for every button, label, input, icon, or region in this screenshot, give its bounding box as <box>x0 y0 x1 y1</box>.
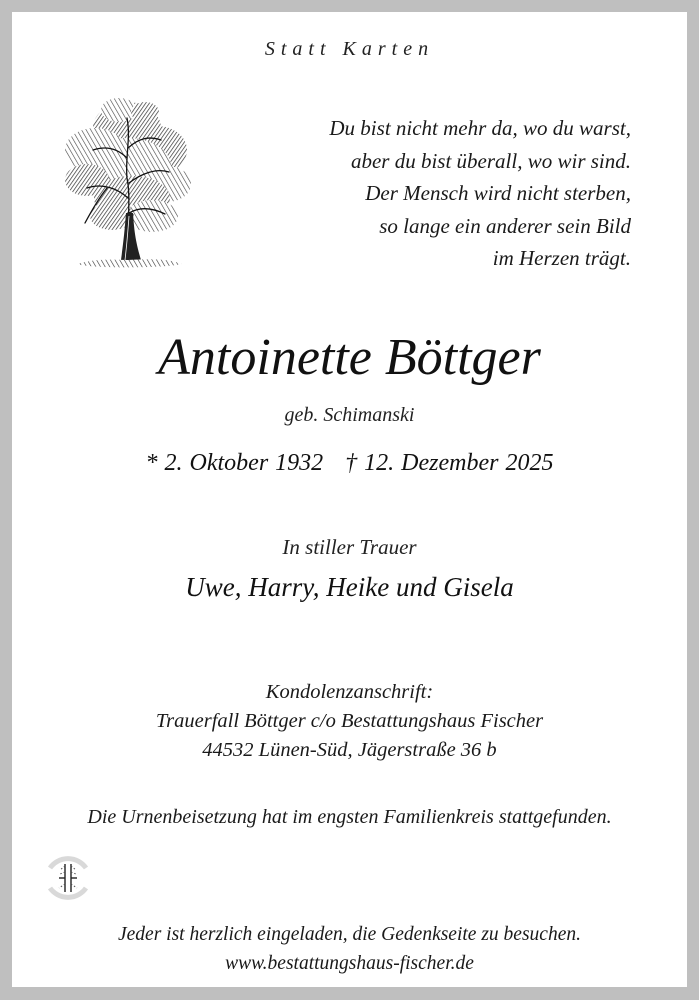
poem-line: Du bist nicht mehr da, wo du warst, <box>329 116 631 140</box>
deceased-name: Antoinette Böttger <box>158 329 541 386</box>
poem-line: aber du bist überall, wo wir sind. <box>350 148 631 173</box>
funeral-home-logo-icon <box>40 850 96 906</box>
obituary-card <box>12 12 687 987</box>
invitation-text: Jeder ist herzlich eingeladen, die Gedenkseite zu besuchen. <box>118 924 581 945</box>
condolence-label: Kondolenzanschrift: <box>265 681 434 703</box>
invitation <box>12 920 687 978</box>
birth-date: * 2. Oktober 1932 <box>145 450 324 476</box>
life-dates <box>12 450 687 477</box>
poem-line: so lange ein anderer sein Bild <box>379 213 631 238</box>
mourners-names: Uwe, Harry, Heike und Gisela <box>185 572 514 602</box>
tree-icon <box>57 88 197 278</box>
address-line-1: Trauerfall Böttger c/o Bestattungshaus Fischer <box>155 710 544 732</box>
address-line-2: 44532 Lünen-Süd, Jägerstraße 36 b <box>202 739 497 761</box>
death-date: † 12. Dezember 2025 <box>345 450 554 476</box>
burial-note: Die Urnenbeisetzung hat im engsten Familienkreis stattgefunden. <box>87 806 612 828</box>
memorial-website-link[interactable]: www.bestattungshaus-fischer.de <box>225 953 474 974</box>
header-title: Statt Karten <box>264 38 435 60</box>
condolence-address <box>12 678 687 765</box>
memorial-poem <box>329 112 631 275</box>
poem-line: Der Mensch wird nicht sterben, <box>365 181 631 205</box>
maiden-name: geb. Schimanski <box>284 404 415 426</box>
poem-line: im Herzen trägt. <box>492 246 631 270</box>
mourning-label: In stiller Trauer <box>282 535 417 559</box>
